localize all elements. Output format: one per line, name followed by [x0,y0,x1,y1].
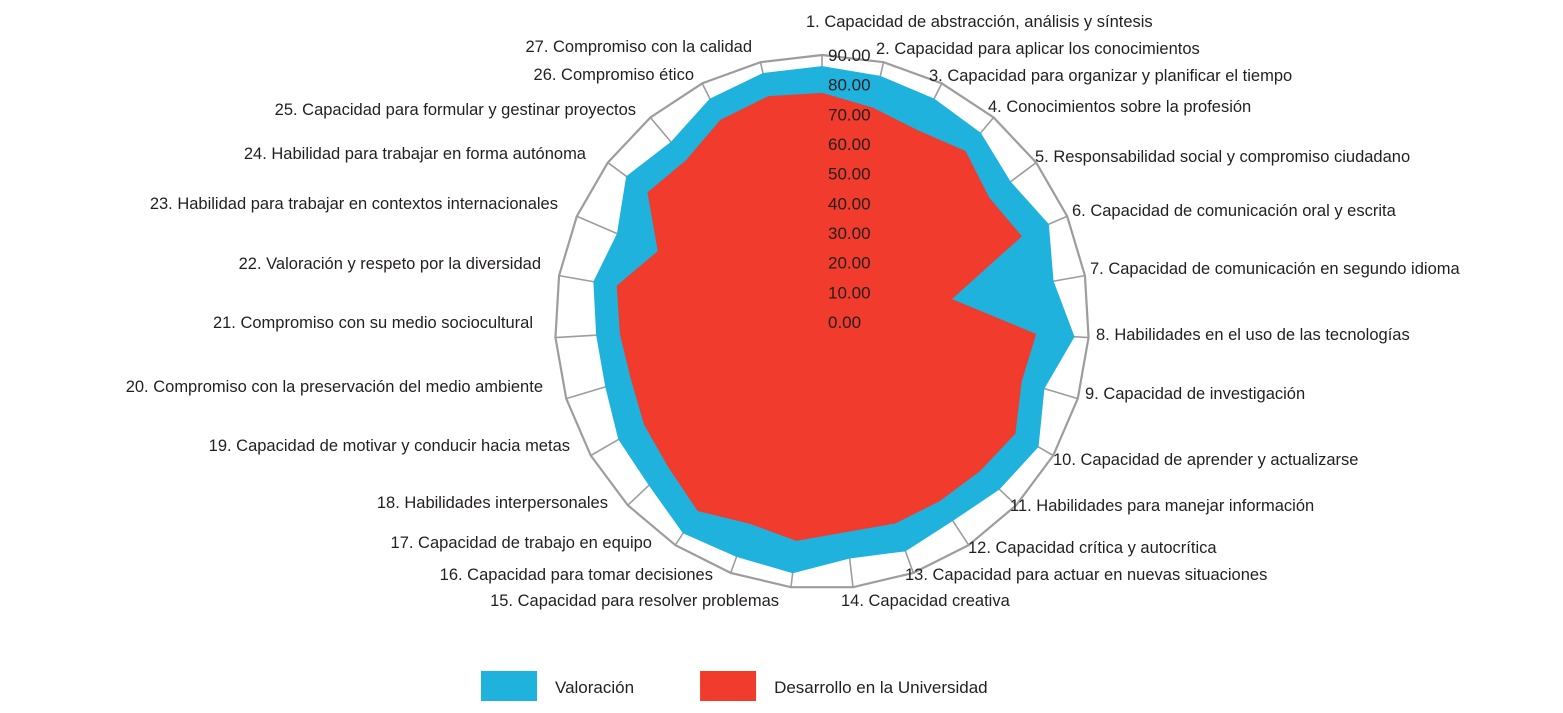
legend-swatch-2 [700,671,756,701]
radial-tick-label: 70.00 [828,105,871,125]
axis-label-25: 25. Capacidad para formular y gestinar proyectos [274,101,636,119]
axis-label-8: 8. Habilidades en el uso de las tecnologías [1096,326,1410,344]
axis-label-4: 4. Conocimientos sobre la profesión [988,98,1252,116]
radial-tick-label: 60.00 [828,135,871,154]
axis-label-24: 24. Habilidad para trabajar en forma autónoma [243,145,586,163]
axis-label-1: 1. Capacidad de abstracción, análisis y síntesis [806,13,1153,31]
axis-label-16: 16. Capacidad para tomar decisiones [439,566,713,584]
axis-label-21: 21. Compromiso con su medio sociocultural [212,314,533,332]
radial-tick-label: 50.00 [828,164,871,184]
axis-label-19: 19. Capacidad de motivar y conducir hacia metas [208,437,570,455]
axis-label-26: 26. Compromiso ético [533,66,694,84]
axis-label-20: 20. Compromiso con la preservación del medio ambiente [125,378,543,396]
axis-label-2: 2. Capacidad para aplicar los conocimientos [876,40,1200,58]
radial-tick-label: 40.00 [828,194,871,214]
axis-label-9: 9. Capacidad de investigación [1085,385,1306,403]
axis-label-13: 13. Capacidad para actuar en nuevas situaciones [905,566,1268,584]
legend-label-1: Valoración [555,678,635,697]
radial-tick-label: 30.00 [828,224,871,243]
radial-tick-label: 0.00 [828,313,862,332]
radial-tick-label: 20.00 [828,253,871,273]
chart-legend [481,671,988,701]
legend-swatch-1 [481,671,537,701]
radial-tick-label: 90.00 [828,46,871,65]
axis-label-17: 17. Capacidad de trabajo en equipo [390,534,652,552]
axis-label-14: 14. Capacidad creativa [841,592,1010,610]
axis-label-6: 6. Capacidad de comunicación oral y escrita [1072,202,1396,220]
axis-label-7: 7. Capacidad de comunicación en segundo idioma [1090,260,1460,278]
axis-label-22: 22. Valoración y respeto por la diversidad [238,255,541,273]
axis-label-3: 3. Capacidad para organizar y planificar el tiempo [929,67,1293,85]
axis-label-5: 5. Responsabilidad social y compromiso ciudadano [1035,148,1411,166]
axis-label-18: 18. Habilidades interpersonales [376,494,608,512]
axis-label-12: 12. Capacidad crítica y autocrítica [968,539,1217,557]
axis-label-15: 15. Capacidad para resolver problemas [490,592,779,610]
legend-label-2: Desarrollo en la Universidad [774,678,988,697]
axis-label-10: 10. Capacidad de aprender y actualizarse [1053,451,1359,469]
axis-label-27: 27. Compromiso con la calidad [525,38,752,56]
axis-label-11: 11. Habilidades para manejar información [1010,497,1315,515]
radial-tick-label: 80.00 [828,75,871,95]
radial-tick-label: 10.00 [828,283,871,303]
axis-label-23: 23. Habilidad para trabajar en contextos internacionales [149,195,558,213]
